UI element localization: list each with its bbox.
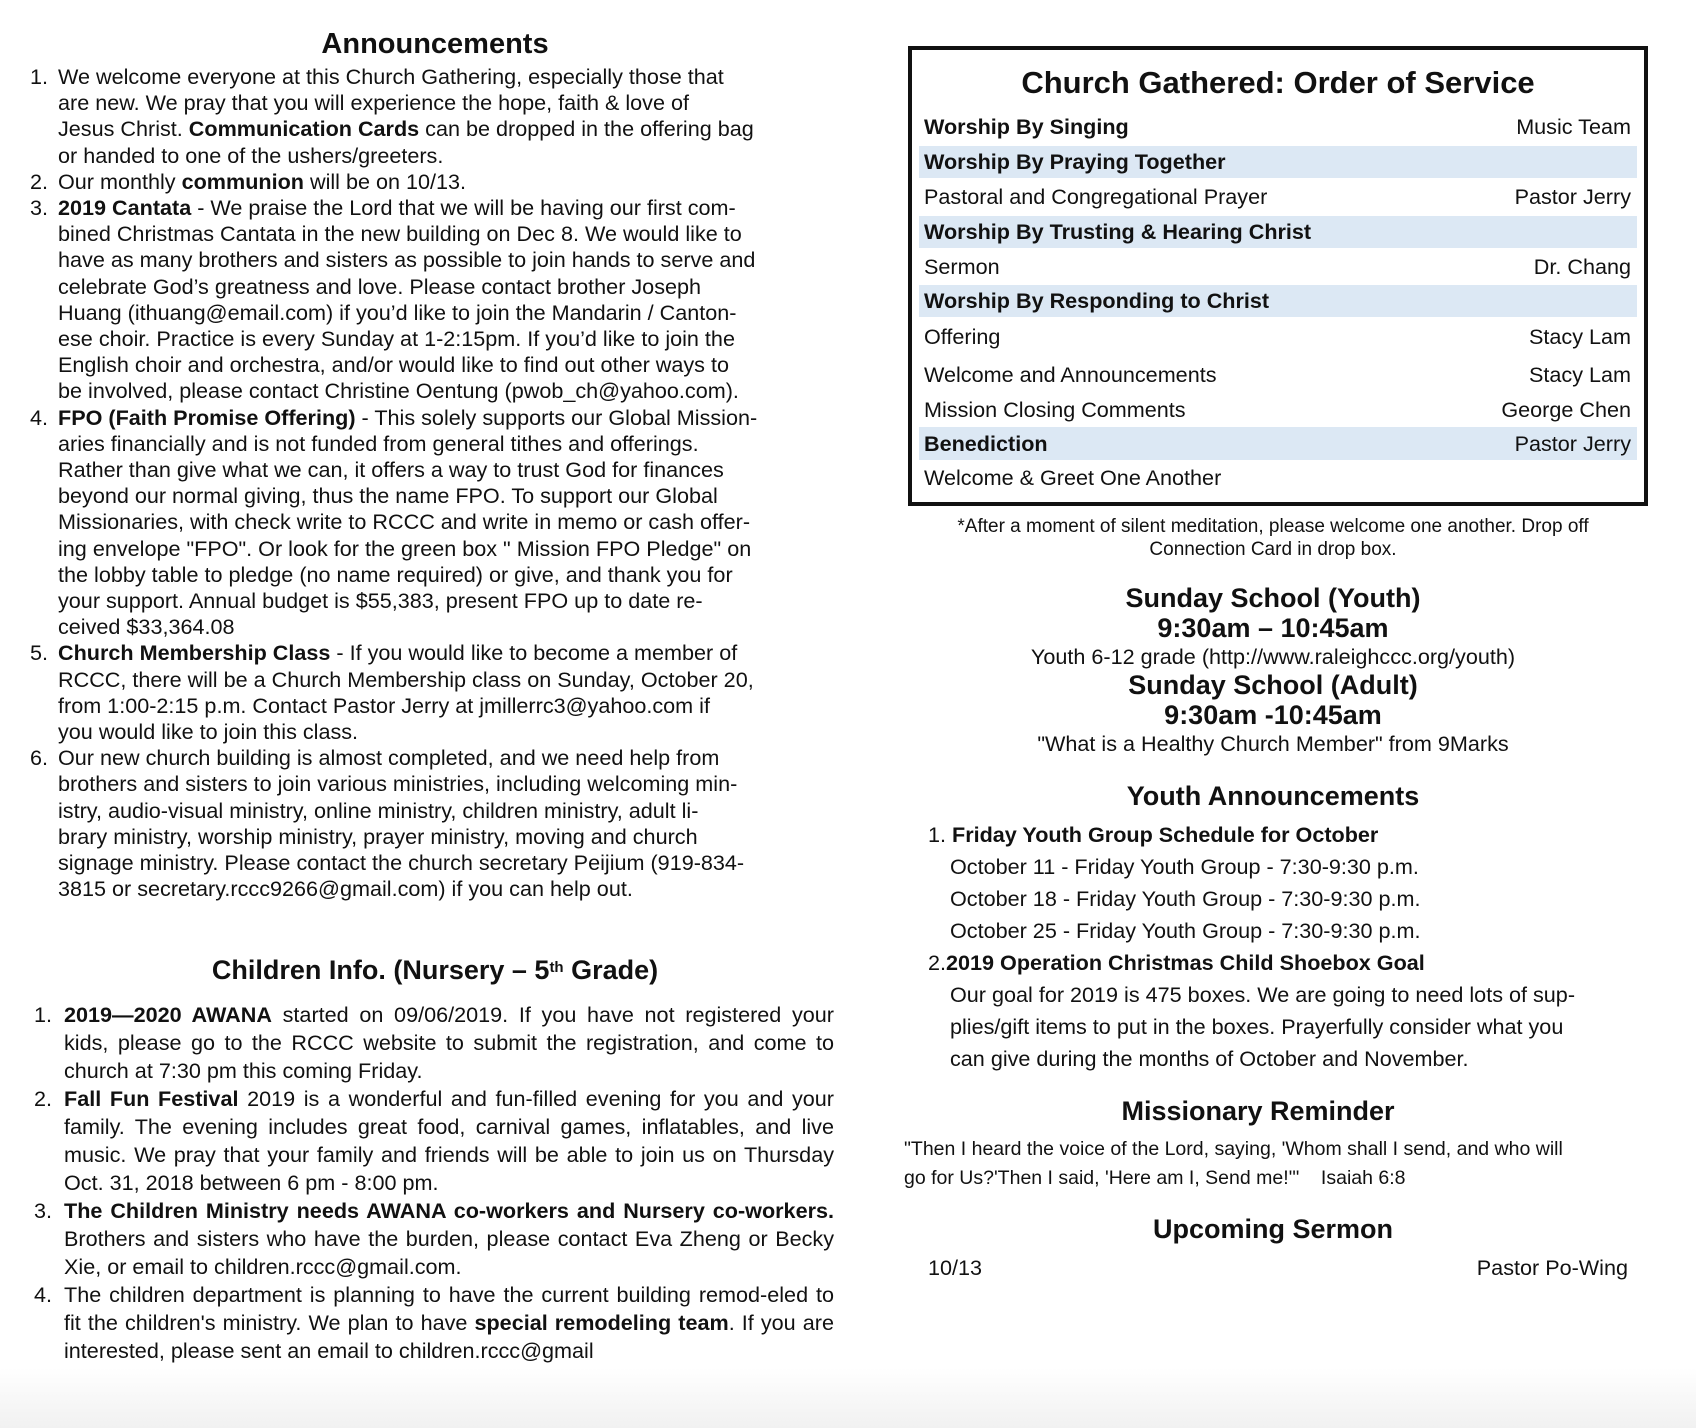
order-row-label: Worship By Responding to Christ	[924, 288, 1270, 313]
line: RCCC, there will be a Church Membership class on Sunday, October 20,	[58, 666, 754, 692]
upcoming-sermon-row	[908, 1255, 1628, 1281]
line: Our monthly	[58, 168, 182, 194]
bold-text: Communication Cards	[188, 116, 420, 142]
order-row-label: Offering	[924, 324, 1001, 349]
line: - This solely supports our Global Mission-	[355, 404, 758, 430]
line: or handed to one of the ushers/greeters.	[58, 142, 444, 168]
adult-sunday-school-title: Sunday School (Adult)	[1128, 670, 1418, 700]
item-number: 3.	[34, 1197, 53, 1223]
line: celebrate God’s greatness and love. Please contact brother Joseph	[58, 273, 702, 299]
sermon-speaker: Pastor Po-Wing	[1476, 1255, 1628, 1280]
order-row	[919, 146, 1637, 178]
bold-text: Fall Fun Festival	[64, 1085, 239, 1111]
item-number: 5.	[30, 640, 49, 666]
line: We welcome everyone at this Church Gathering, especially those that	[58, 64, 724, 89]
title-text: Children Info. (Nursery – 5	[211, 954, 550, 985]
order-row-leader: Pastor Jerry	[1514, 184, 1631, 209]
order-row-leader: Music Team	[1516, 114, 1631, 139]
line: bined Christmas Cantata in the new building on Dec 8. We would like to	[58, 221, 742, 247]
line: are new. We pray that you will experience the hope, faith & love of	[58, 90, 689, 116]
line: Missionaries, with check write to RCCC and write in memo or cash offer-	[58, 509, 751, 535]
item-number: 1.	[928, 822, 947, 847]
order-row	[919, 178, 1637, 216]
order-row-label: Worship By Singing	[924, 114, 1129, 139]
quote-line: "Then I heard the voice of the Lord, saying, 'Whom shall I send, and who will	[904, 1138, 1563, 1160]
left-column	[30, 24, 840, 1365]
youth-item-text: plies/gift items to put in the boxes. Prayerfully consider what you	[950, 1014, 1564, 1039]
children-item	[34, 1197, 834, 1281]
quote-line: go for Us?'Then I said, 'Here am I, Send me!'" Isaiah 6:8	[904, 1167, 1406, 1189]
missionary-quote	[904, 1135, 1624, 1193]
item-number: 4.	[30, 404, 49, 430]
meditation-note: *After a moment of silent meditation, please welcome one another. Drop off Connection Card in drop box.	[957, 516, 1589, 560]
item-number: 6.	[30, 745, 49, 771]
line: can be dropped in the offering bag	[419, 116, 754, 142]
bold-text: 2019 Cantata	[58, 195, 192, 221]
schedule-line: October 18 - Friday Youth Group - 7:30-9:30 p.m.	[950, 886, 1421, 911]
line: - If you would like to become a member of	[330, 640, 738, 666]
line: 3815 or secretary.rccc9266@gmail.com) if you can help out.	[58, 876, 633, 902]
order-row	[919, 427, 1637, 460]
bold-text: 2019 Operation Christmas Child Shoebox Goal	[946, 950, 1425, 975]
bold-text: special remodeling team	[474, 1309, 729, 1335]
line: signage ministry. Please contact the church secretary Peijium (919-834-	[58, 850, 745, 876]
upcoming-sermon-title: Upcoming Sermon	[1152, 1214, 1394, 1244]
announcement-item	[30, 195, 840, 405]
order-row-label: Benediction	[924, 430, 1048, 456]
youth-item-heading	[908, 819, 1668, 851]
announcement-item	[30, 64, 840, 169]
line: English choir and orchestra, and/or would like to find out other ways to	[58, 352, 729, 378]
announcement-item	[30, 745, 840, 902]
line: the lobby table to pledge (no name required) or give, and thank you for	[58, 561, 733, 587]
title-text: Grade)	[563, 954, 659, 985]
item-number: 2.	[34, 1085, 53, 1111]
sermon-date: 10/13	[928, 1255, 983, 1280]
bold-text: The Children Ministry needs AWANA co-workers and Nursery co-workers.	[64, 1197, 834, 1223]
item-text: started on 09/06/2019. If you have not registered your kids, please go to the RCCC website to submit the registration, and come to church at 7:30 pm this coming Friday.	[64, 1001, 834, 1083]
youth-sunday-school-desc: Youth 6-12 grade (http://www.raleighccc.org/youth)	[1030, 644, 1516, 669]
order-row	[919, 248, 1637, 285]
bold-text: communion	[181, 168, 304, 194]
line: beyond our normal giving, thus the name FPO. To support our Global	[58, 483, 718, 509]
order-row-label: Welcome & Greet One Another	[924, 465, 1222, 490]
youth-sunday-school-time: 9:30am – 10:45am	[1157, 613, 1389, 643]
line: ese choir. Practice is every Sunday at 1-2:15pm. If you’d like to join the	[58, 326, 735, 352]
children-info-title	[30, 947, 840, 993]
announcements-list	[30, 64, 840, 903]
children-item	[34, 1281, 834, 1365]
page-bottom-shadow	[0, 1368, 1696, 1428]
order-row-leader: Stacy Lam	[1528, 324, 1631, 349]
item-number: 4.	[34, 1281, 53, 1307]
children-info-list	[34, 1001, 834, 1365]
line: Huang (ithuang@email.com) if you’d like to join the Mandarin / Canton-	[58, 299, 737, 325]
line: brothers and sisters to join various ministries, including welcoming min-	[58, 771, 738, 797]
line: be involved, please contact Christine Oentung (pwob_ch@yahoo.com).	[58, 378, 739, 404]
line: you would like to join this class.	[58, 719, 359, 745]
right-column	[904, 46, 1668, 1281]
order-row	[919, 108, 1637, 146]
superscript: th	[549, 958, 564, 976]
order-row	[919, 317, 1637, 357]
order-row-label: Worship By Praying Together	[924, 149, 1226, 174]
order-row-leader: George Chen	[1501, 396, 1631, 422]
order-row-label: Pastoral and Congregational Prayer	[924, 184, 1268, 209]
order-row	[919, 216, 1637, 248]
line: - We praise the Lord that we will be having our first com-	[191, 195, 736, 221]
youth-sunday-school-title: Sunday School (Youth)	[1125, 583, 1421, 613]
order-row	[919, 392, 1637, 427]
missionary-reminder-title: Missionary Reminder	[1121, 1096, 1395, 1126]
bold-text: Friday Youth Group Schedule for October	[952, 822, 1379, 847]
order-row-label: Worship By Trusting & Hearing Christ	[924, 219, 1312, 244]
item-text: 2019 is a wonderful and fun-filled evening for you and your family. The evening includes great food, carnival games, inflatables, and live music. We pray that your family and friends will be able to join us on Thursday Oct. 31, 2018 between 6 pm - 8:00 pm.	[64, 1085, 834, 1195]
item-text: The children department is planning to have the current building remod-eled to fit the children's ministry. We plan to have	[64, 1281, 834, 1335]
line: ceived $33,364.08	[58, 614, 235, 640]
adult-sunday-school-time: 9:30am -10:45am	[1164, 700, 1382, 730]
order-row-label: Mission Closing Comments	[924, 396, 1186, 422]
line: aries financially and is not funded from general tithes and offerings.	[58, 430, 699, 456]
youth-item-text: Our goal for 2019 is 475 boxes. We are going to need lots of sup-	[950, 982, 1576, 1007]
schedule-line: October 11 - Friday Youth Group - 7:30-9:30 p.m.	[950, 854, 1419, 879]
adult-sunday-school-desc: "What is a Healthy Church Member" from 9Marks	[1037, 731, 1509, 756]
children-item	[34, 1085, 834, 1197]
line: have as many brothers and sisters as possible to join hands to serve and	[58, 247, 756, 273]
schedule-line: October 25 - Friday Youth Group - 7:30-9:30 p.m.	[950, 918, 1421, 943]
youth-item-text: can give during the months of October and November.	[950, 1046, 1469, 1071]
item-text: Brothers and sisters who have the burden, please contact Eva Zheng or Becky Xie, or email to children.rccc@gmail.com.	[64, 1225, 834, 1279]
item-number: 3.	[30, 195, 49, 221]
sunday-school-block	[908, 583, 1638, 757]
order-of-service-box	[908, 46, 1648, 506]
item-text: . If you are interested, please sent an email to children.rccc@gmail	[64, 1309, 834, 1363]
line: your support. Annual budget is $55,383, present FPO up to date re-	[58, 588, 703, 614]
order-of-service-title: Church Gathered: Order of Service	[1021, 65, 1535, 100]
order-row-leader: Stacy Lam	[1528, 361, 1631, 387]
bold-text: 2019—2020 AWANA	[64, 1001, 272, 1027]
order-row-leader: Pastor Jerry	[1514, 430, 1631, 456]
line: Our new church building is almost completed, and we need help from	[58, 745, 720, 771]
line: Jesus Christ.	[58, 116, 189, 142]
announcement-item	[30, 169, 840, 195]
bold-text: Church Membership Class	[58, 640, 331, 666]
line: Rather than give what we can, it offers a way to trust God for finances	[58, 457, 724, 483]
line: will be on 10/13.	[303, 168, 467, 194]
item-number: 1.	[30, 64, 49, 89]
children-item	[34, 1001, 834, 1085]
line: from 1:00-2:15 p.m. Contact Pastor Jerry at jmillerrc3@yahoo.com if	[58, 692, 710, 718]
order-row-label: Welcome and Announcements	[924, 361, 1217, 387]
line: brary ministry, worship ministry, prayer ministry, moving and church	[58, 823, 698, 849]
item-number: 2.	[928, 950, 947, 975]
order-row-label: Sermon	[924, 253, 1000, 279]
order-row	[919, 285, 1637, 317]
line: ing envelope "FPO". Or look for the green box " Mission FPO Pledge" on	[58, 535, 752, 561]
bold-text: FPO (Faith Promise Offering)	[58, 404, 356, 430]
item-number: 1.	[34, 1001, 53, 1027]
announcement-item	[30, 640, 840, 745]
announcement-item	[30, 405, 840, 641]
youth-item-heading	[908, 947, 1668, 979]
order-row	[919, 357, 1637, 392]
line: istry, audio-visual ministry, online ministry, children ministry, adult li-	[58, 797, 699, 823]
order-of-service-rows	[919, 108, 1637, 496]
announcements-title: Announcements	[321, 28, 549, 60]
item-number: 2.	[30, 168, 49, 194]
order-row-leader: Dr. Chang	[1533, 253, 1631, 279]
youth-announcements-title: Youth Announcements	[1126, 781, 1420, 811]
order-row	[919, 460, 1637, 496]
